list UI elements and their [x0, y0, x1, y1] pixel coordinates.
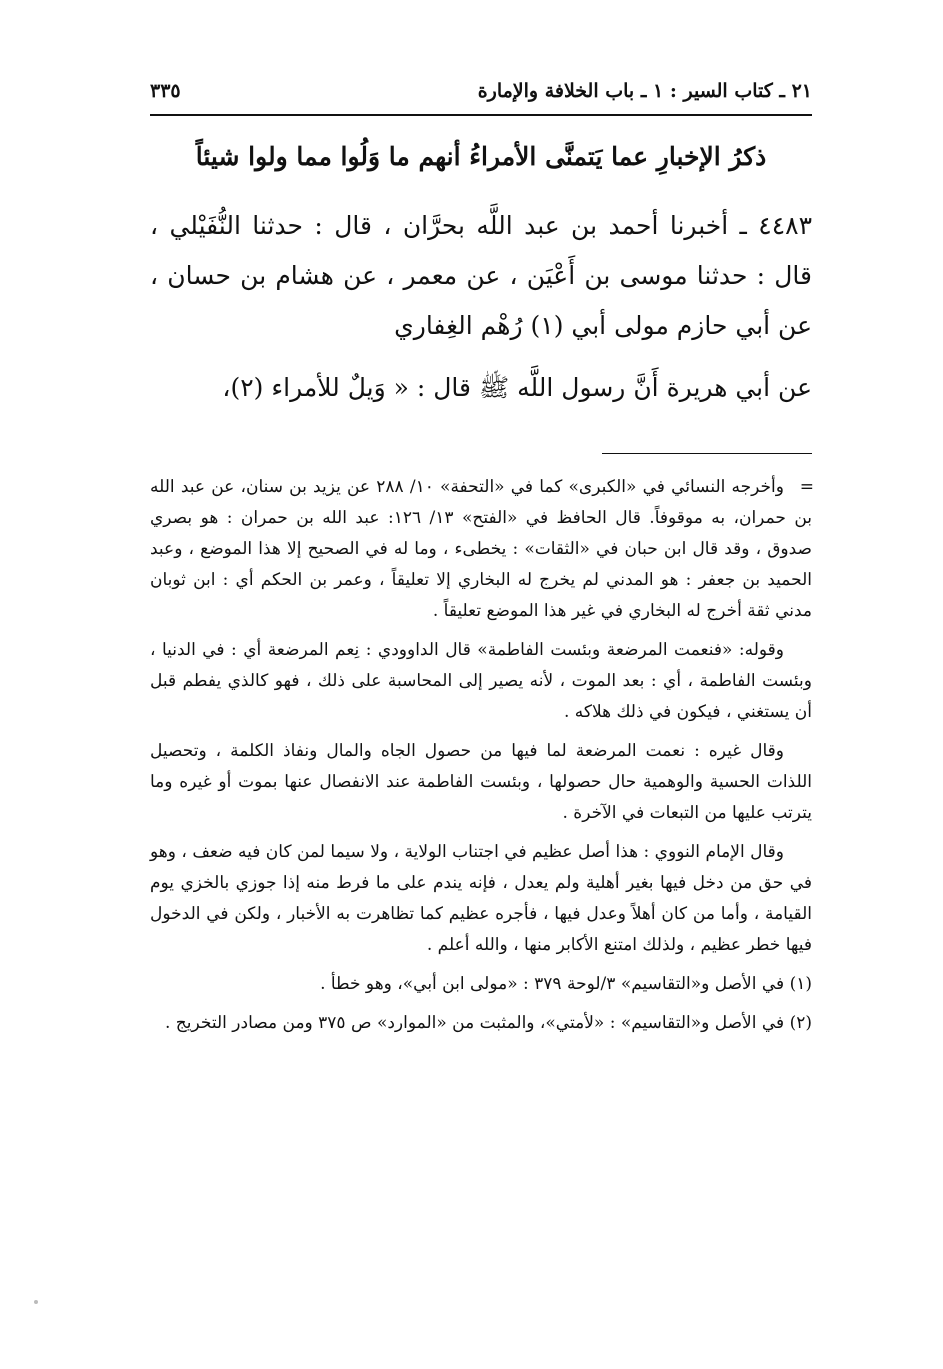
notes-block: [150, 472, 812, 1039]
hadith-matn: عن أبي هريرة أَنَّ رسول اللَّه ﷺ قال : « وَيلٌ للأمراء (٢)،: [222, 373, 812, 402]
hadith-block: [150, 201, 812, 413]
footnote-1: (١) في الأصل و«التقاسيم» ٣/لوحة ٣٧٩ : «مولى ابن أبي»، وهو خطأ .: [320, 974, 812, 994]
note-paragraph: [150, 472, 812, 627]
note-paragraph: وقوله: «فنعمت المرضعة وبئست الفاطمة» قال الداوودي : نِعم المرضعة أي : في الدنيا ، وبئست الفاطمة ، أي : بعد الموت ، لأنه يصير إلى المحاسبة على ذلك ، فهو كالذي يفطم قبل أن يستغني ، فيكون في ذلك هلاكه .: [150, 640, 812, 722]
section-title: ذكرُ الإخبارِ عما يَتمنَّى الأمراءُ أنهم ما وَلُوا مما ولوا شيئاً: [195, 142, 767, 171]
continuation-mark: =: [799, 477, 814, 497]
footnote-divider: [602, 453, 812, 454]
footnote-2: (٢) في الأصل و«التقاسيم» : «لأمتي»، والمثبت من «الموارد» ص ٣٧٥ ومن مصادر التخريج .: [164, 1013, 812, 1033]
scan-speck: [34, 1300, 38, 1304]
page-number: ٣٣٥: [150, 80, 181, 102]
hadith-isnad: ٤٤٨٣ ـ أخبرنا أحمد بن عبد اللَّه بحرَّان ، قال : حدثنا النُّفَيْلي ، قال : حدثنا موسى بن أَعْيَن ، عن معمر ، عن هشام بن حسان ، عن أبي حازم مولى أبي (١) رُهْم الغِفاري: [150, 211, 812, 340]
running-header: [150, 80, 812, 116]
note-paragraph-text: وأخرجه النسائي في «الكبرى» كما في «التحفة» ١٠/ ٢٨٨ عن يزيد بن سنان، عن عبد الله بن حمران، به موقوفاً. قال الحافظ في «الفتح» ١٣/ ١٢٦: عبد الله بن حمران : هو بصري صدوق ، وقد قال ابن حبان في «الثقات» : يخطىء ، وما له في الصحيح إلا هذا الموضع ، وعبد الحميد بن جعفر : هو المدني لم يخرج له البخاري إلا تعليقاً ، وعمر بن الحكم أي : ابن ثوبان مدني ثقة أخرج له البخاري في غير هذا الموضع تعليقاً .: [150, 477, 812, 621]
chapter-heading: ٢١ ـ كتاب السير : ١ ـ باب الخلافة والإمارة: [477, 80, 812, 102]
note-paragraph: وقال الإمام النووي : هذا أصل عظيم في اجتناب الولاية ، ولا سيما لمن كان فيه ضعف ، وهو في حق من دخل فيها بغير أهلية ولم يعدل ، فإنه يندم على ما فرط منه إذا جوزي بالخزي يوم القيامة ، وأما من كان أهلاً وعدل فيها ، فأجره عظيم كما تظاهرت به الأخبار ، ولكن في الدخول فيها خطر عظيم ، ولذلك امتنع الأكابر منها ، والله أعلم .: [150, 842, 812, 955]
note-paragraph: وقال غيره : نعمت المرضعة لما فيها من حصول الجاه والمال ونفاذ الكلمة ، وتحصيل اللذات الحسية والوهمية حال حصولها ، وبئست الفاطمة عند الانفصال عنها بموت أو غيره وما يترتب عليها من التبعات في الآخرة .: [150, 741, 812, 823]
book-page: [150, 80, 812, 1047]
